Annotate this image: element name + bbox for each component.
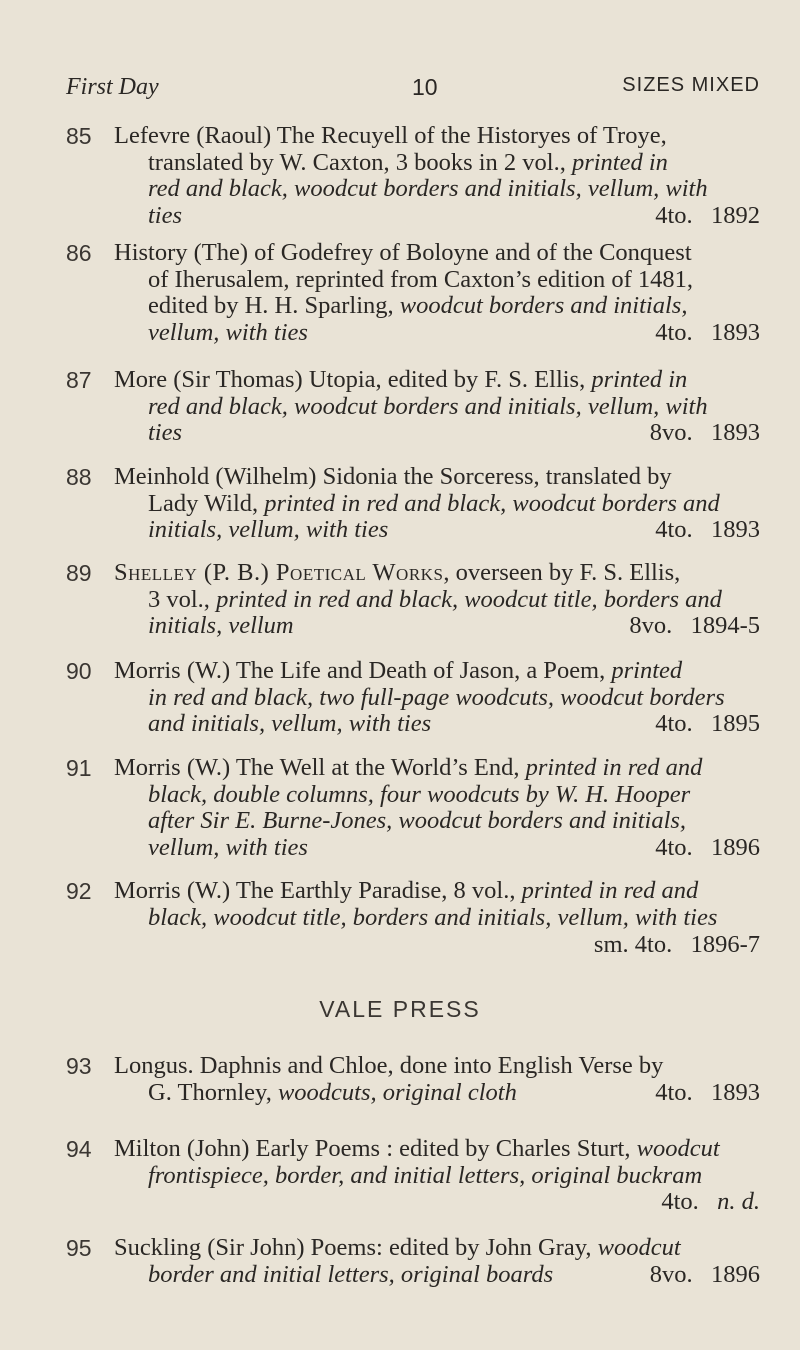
entry-year: n. d. [717, 1188, 760, 1215]
entry-line: red and black, woodcut borders and initials, vellum, with [148, 392, 708, 420]
entry-year: 1896 [711, 1260, 760, 1288]
entry-line: frontispiece, border, and initial letters, original buckram [148, 1161, 703, 1189]
entry-format: 4to. [655, 710, 693, 737]
entry-line: initials, vellum 8vo. 1894-5 [148, 612, 760, 639]
entry-format: 4to. [655, 318, 693, 346]
entry-line: Morris (W.) The Life and Death of Jason, a Poem, printed [114, 657, 683, 684]
entry-line: History (The) of Godefrey of Boloyne and of the Conquest [114, 239, 692, 266]
entry-format: 4to. [655, 1078, 693, 1106]
entry-line: ties 4to. 1892 [148, 201, 760, 229]
entry-year: 1894-5 [690, 612, 760, 639]
lot-number: 90 [66, 658, 92, 684]
entry-line: Morris (W.) The Earthly Paradise, 8 vol., printed in red and [114, 877, 699, 904]
entry-format: 8vo. [629, 612, 673, 639]
entry-line: Milton (John) Early Poems : edited by Charles Sturt, woodcut [114, 1135, 720, 1162]
entry-line: in red and black, two full-page woodcuts, woodcut borders [148, 683, 725, 711]
entry-year: 1896 [711, 833, 760, 861]
entry-year: 1892 [711, 201, 760, 229]
entry-line: Longus. Daphnis and Chloe, done into English Verse by [114, 1052, 664, 1079]
header-sale-day: First Day [66, 74, 159, 100]
entry-year: 1893 [711, 516, 760, 543]
entry-format: 4to. [655, 516, 693, 543]
entry-year: 1896-7 [690, 931, 760, 958]
section-title: VALE PRESS [319, 996, 481, 1022]
lot-number: 91 [66, 755, 92, 781]
entry-format: 8vo. [649, 1260, 693, 1288]
entry-line: vellum, with ties 4to. 1893 [148, 318, 760, 346]
entry-line: black, double columns, four woodcuts by W. H. Hooper [148, 780, 691, 808]
entry-line: Lefevre (Raoul) The Recuyell of the Historyes of Troye, [114, 122, 667, 149]
entry-line: 3 vol., printed in red and black, woodcut title, borders and [148, 585, 722, 613]
lot-number: 93 [66, 1053, 92, 1079]
lot-number: 87 [66, 367, 92, 393]
entry-line: red and black, woodcut borders and initials, vellum, with [148, 175, 708, 202]
lot-number: 85 [66, 123, 92, 149]
lot-number: 95 [66, 1235, 92, 1261]
entry-year: 1893 [711, 419, 760, 446]
lot-number: 89 [66, 560, 92, 586]
entry-line: G. Thornley, woodcuts, original cloth 4to. 1893 [148, 1078, 760, 1106]
entry-year: 1895 [711, 710, 760, 737]
entry-line: Shelley (P. B.) Poetical Works, overseen by F. S. Ellis, [114, 559, 681, 586]
entry-line: More (Sir Thomas) Utopia, edited by F. S. Ellis, printed in [114, 366, 688, 393]
entry-line: ties 8vo. 1893 [148, 419, 760, 446]
entry-format: 4to. [661, 1188, 699, 1215]
lot-number: 86 [66, 240, 92, 266]
entry-format: sm. 4to. [593, 931, 673, 958]
entry-line: border and initial letters, original boards 8vo. 1896 [148, 1260, 760, 1288]
lot-number: 94 [66, 1136, 92, 1162]
entry-line: Suckling (Sir John) Poems: edited by John Gray, woodcut [114, 1234, 681, 1261]
entry-line: Meinhold (Wilhelm) Sidonia the Sorceress, translated by [114, 463, 672, 490]
entry-year: 1893 [711, 1078, 760, 1106]
page-header [66, 74, 760, 114]
entry-line: of Iherusalem, reprinted from Caxton’s edition of 1481, [148, 265, 693, 293]
lot-number: 88 [66, 464, 92, 490]
entry-line: translated by W. Caxton, 3 books in 2 vol., printed in [148, 148, 668, 176]
entry-line: after Sir E. Burne-Jones, woodcut borders and initials, [148, 807, 687, 834]
lot-number: 92 [66, 878, 92, 904]
page-number: 10 [412, 74, 438, 100]
entry-year: 1893 [711, 318, 760, 346]
entry-line: initials, vellum, with ties 4to. 1893 [148, 516, 760, 543]
entry-format: 4to. [655, 833, 693, 861]
header-section: SIZES MIXED [622, 74, 760, 96]
entry-line: and initials, vellum, with ties 4to. 1895 [148, 710, 760, 737]
entry-format: 8vo. [649, 419, 693, 446]
entry-line [114, 1189, 760, 1216]
entry-line: vellum, with ties 4to. 1896 [148, 833, 760, 861]
entry-format: 4to. [655, 201, 693, 229]
entry-line: Morris (W.) The Well at the World’s End, printed in red and [114, 754, 703, 781]
entry-line: Lady Wild, printed in red and black, woodcut borders and [148, 489, 720, 517]
entry-line: black, woodcut title, borders and initials, vellum, with ties [148, 903, 718, 931]
entry-line: edited by H. H. Sparling, woodcut borders and initials, [148, 292, 688, 319]
